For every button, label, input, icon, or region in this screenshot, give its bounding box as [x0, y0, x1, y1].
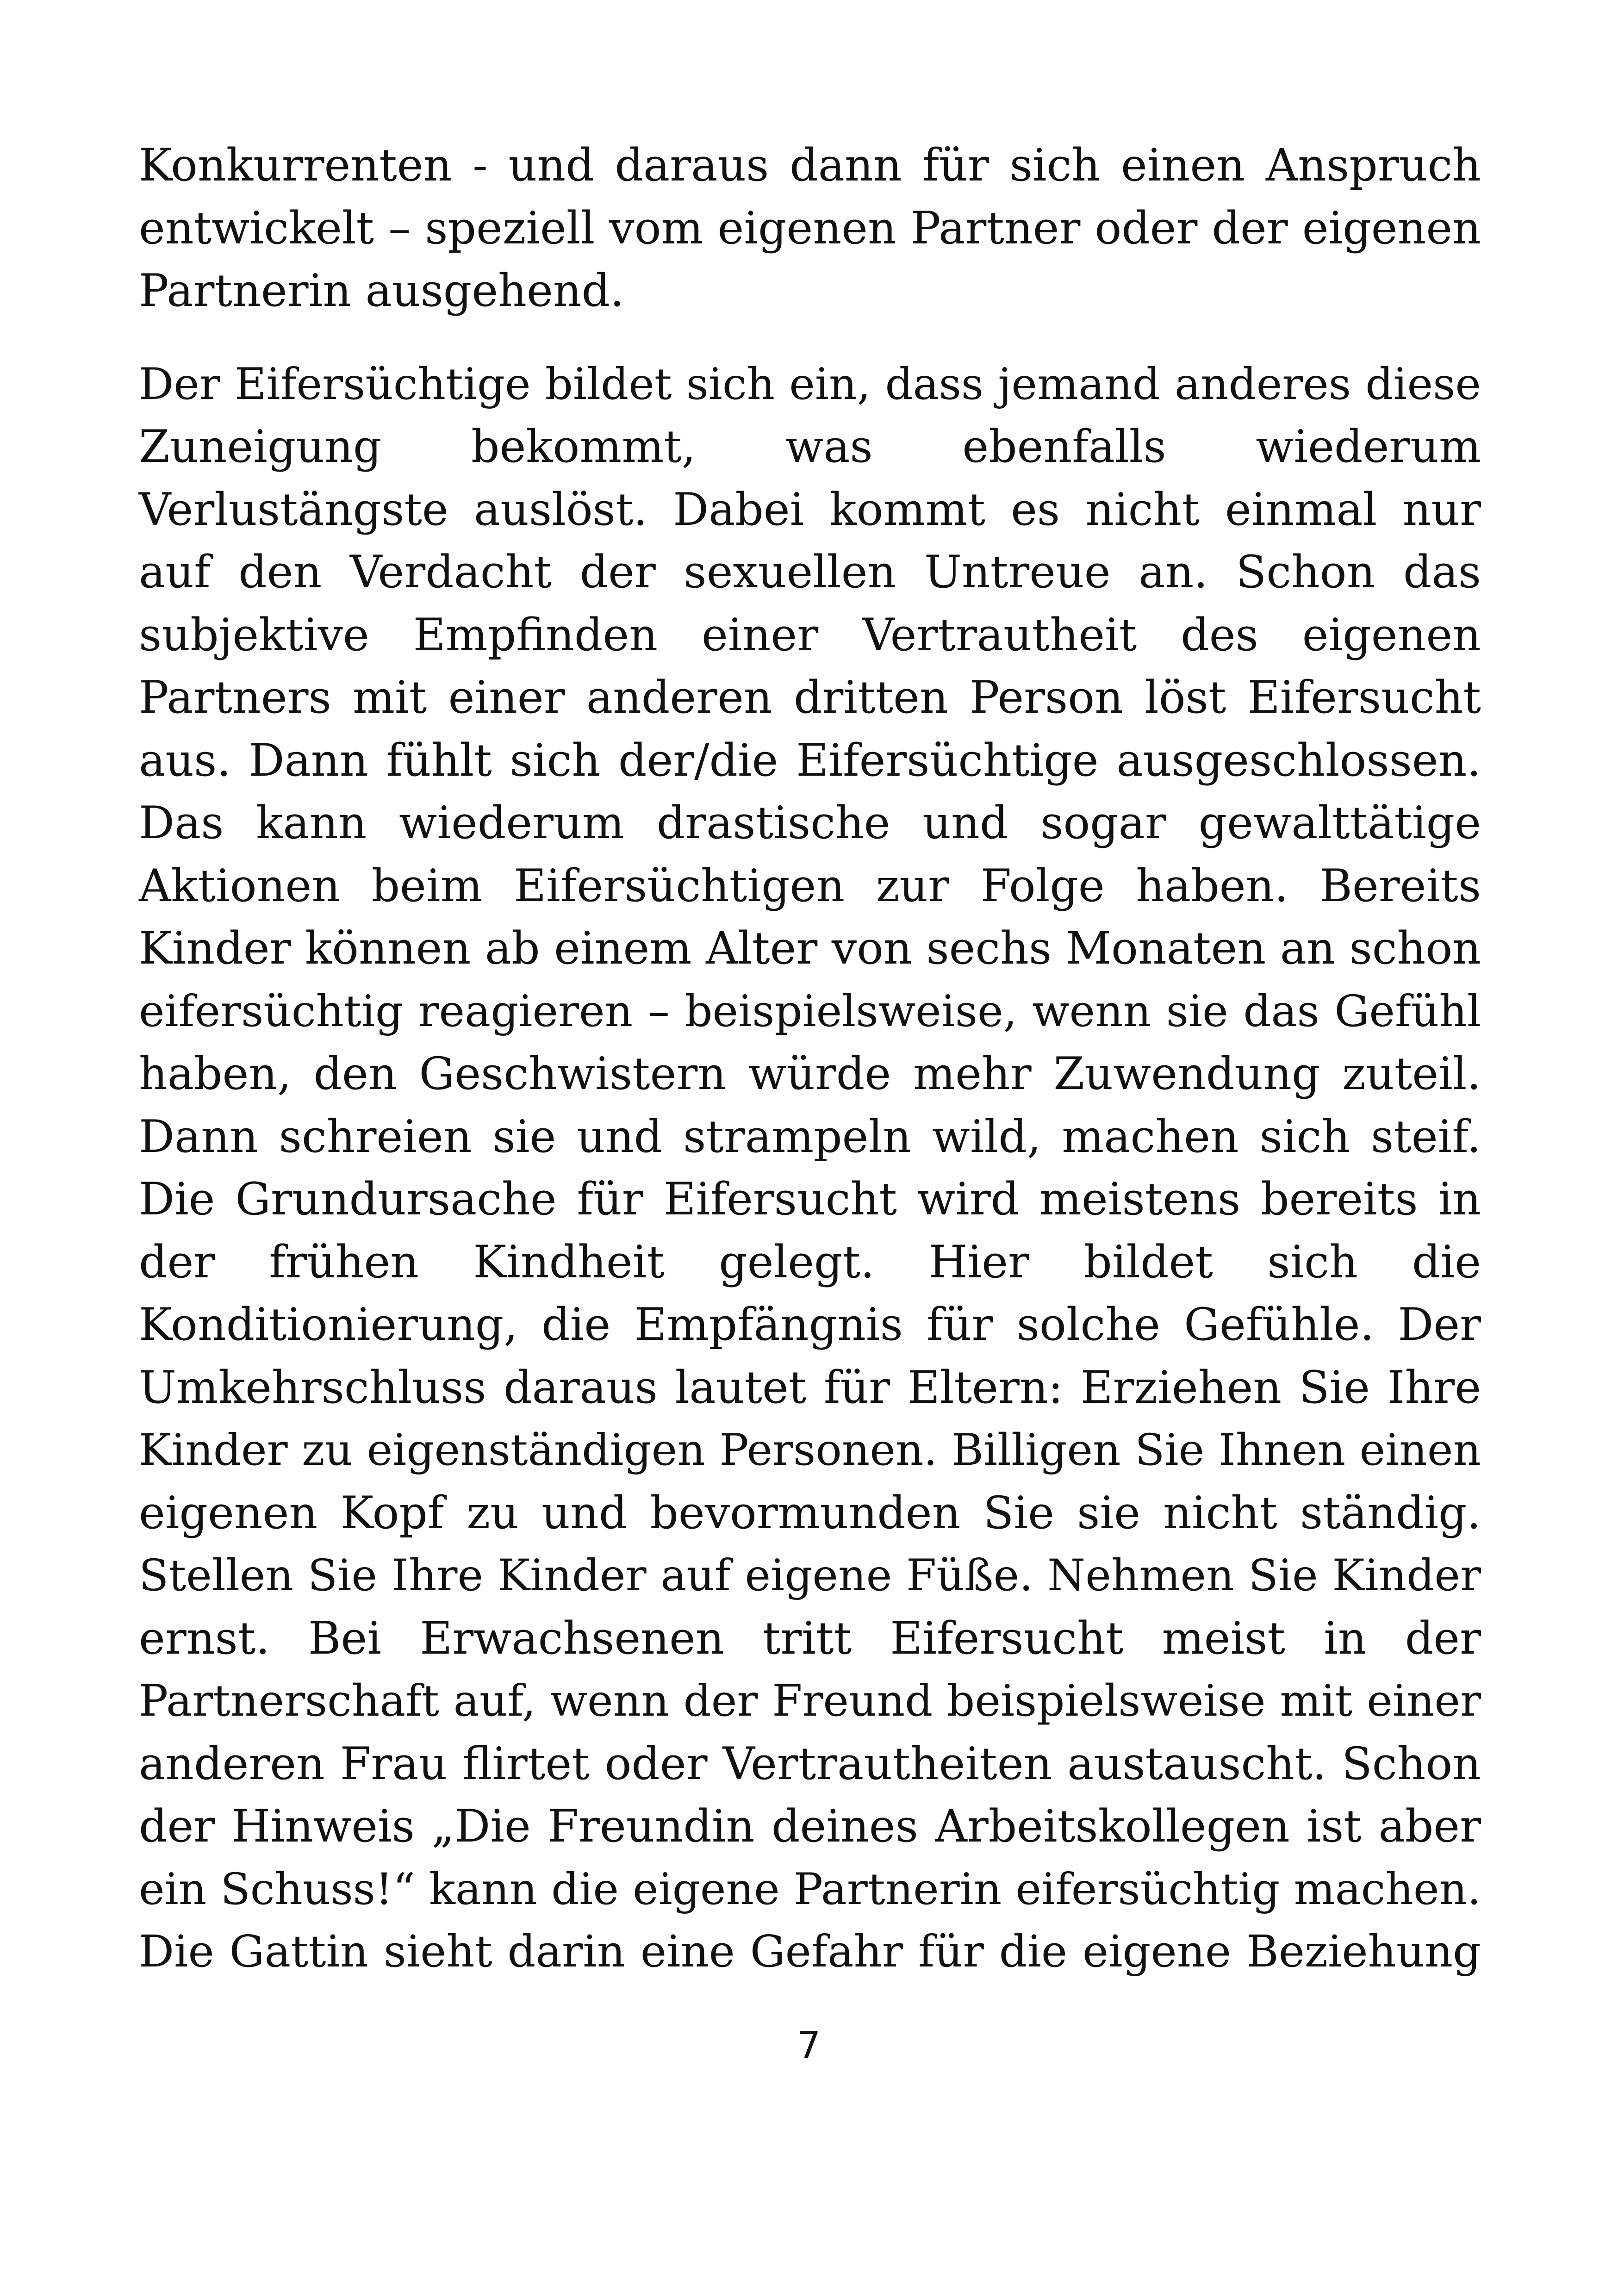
text-line: anderen Frau flirtet oder Vertrautheiten austauscht. Schon	[139, 1737, 1481, 1790]
paragraph-gap	[139, 323, 1481, 353]
text-line: ein Schuss!“ kann die eigene Partnerin eifersüchtig machen.	[139, 1864, 1481, 1915]
text-line: haben, den Geschwistern würde mehr Zuwendung zuteil.	[139, 1048, 1481, 1100]
text-line: Konkurrenten - und daraus dann für sich einen Anspruch	[139, 139, 1481, 191]
text-line: Aktionen beim Eifersüchtigen zur Folge haben. Bereits	[139, 859, 1481, 912]
text-line: Kinder zu eigenständigen Personen. Billigen Sie Ihnen einen	[139, 1425, 1481, 1475]
text-line: entwickelt – speziell vom eigenen Partner oder der eigenen	[139, 202, 1481, 254]
text-line: Partnerschaft auf, wenn der Freund beispielsweise mit einer	[139, 1676, 1481, 1726]
text-line: Partnerin ausgehend.	[139, 265, 624, 317]
text-line: Konditionierung, die Empfängnis für solche Gefühle. Der	[139, 1299, 1481, 1350]
text-line: Die Gattin sieht darin eine Gefahr für die eigene Beziehung	[139, 1926, 1481, 1977]
text-line: subjektive Empfinden einer Vertrautheit des eigenen	[139, 609, 1481, 661]
text-line: ernst. Bei Erwachsenen tritt Eifersucht meist in der	[139, 1612, 1481, 1664]
text-line: eigenen Kopf zu und bevormunden Sie sie nicht ständig.	[139, 1487, 1481, 1539]
text-line: Verlustängste auslöst. Dabei kommt es nicht einmal nur	[139, 483, 1481, 535]
text-line: Zuneigung bekommt, was ebenfalls wiederum	[139, 421, 1481, 473]
text-line: der Hinweis „Die Freundin deines Arbeitskollegen ist aber	[139, 1800, 1481, 1852]
text-line: Partners mit einer anderen dritten Person löst Eifersucht	[139, 672, 1481, 723]
text-line: Die Grundursache für Eifersucht wird meistens bereits in	[139, 1173, 1481, 1225]
text-line: eifersüchtig reagieren – beispielsweise, wenn sie das Gefühl	[139, 986, 1481, 1037]
text-line: Stellen Sie Ihre Kinder auf eigene Füße. Nehmen Sie Kinder	[139, 1550, 1481, 1601]
paragraph-1	[139, 134, 1481, 323]
text-line: Umkehrschluss daraus lautet für Eltern: Erziehen Sie Ihre	[139, 1361, 1481, 1413]
page-number: 7	[797, 2024, 821, 2067]
text-line: auf den Verdacht der sexuellen Untreue an. Schon das	[139, 546, 1481, 598]
paragraph-2	[139, 353, 1481, 1984]
text-line: der frühen Kindheit gelegt. Hier bildet sich die	[139, 1236, 1481, 1288]
text-line: Das kann wiederum drastische und sogar gewalttätige	[139, 797, 1481, 849]
text-line: Kinder können ab einem Alter von sechs Monaten an schon	[139, 922, 1481, 974]
text-line: Der Eifersüchtige bildet sich ein, dass jemand anderes diese	[139, 359, 1481, 410]
page-body	[139, 134, 1481, 1984]
text-line: aus. Dann fühlt sich der/die Eifersüchtige ausgeschlossen.	[139, 734, 1481, 786]
text-line: Dann schreien sie und strampeln wild, machen sich steif.	[139, 1110, 1481, 1163]
